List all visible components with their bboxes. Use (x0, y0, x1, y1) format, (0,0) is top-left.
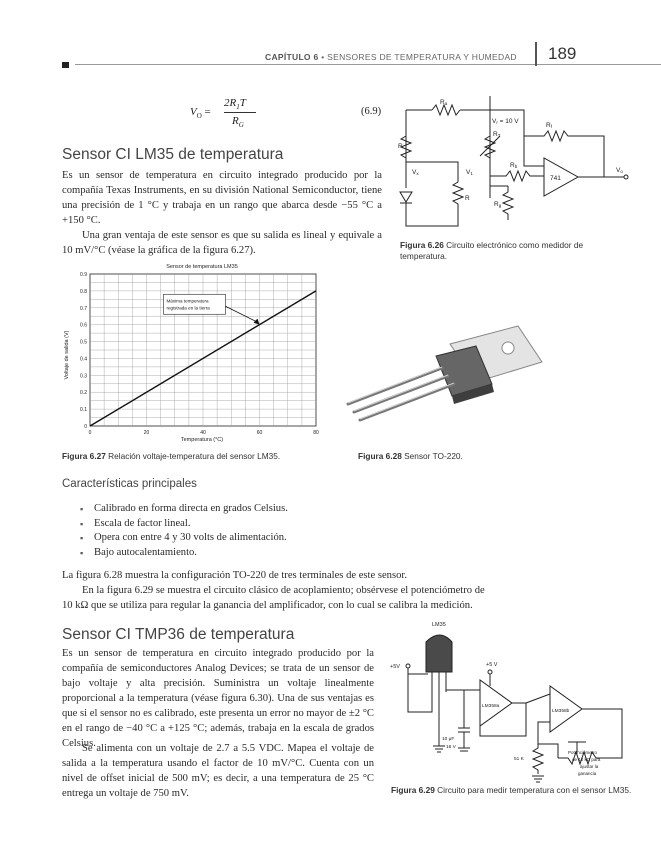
characteristics-list (74, 502, 288, 560)
label-ra: Ra (440, 99, 448, 106)
fig627-chart (62, 260, 332, 445)
chart-x-tick-label: 0 (88, 430, 92, 436)
characteristics-title: Características principales (62, 478, 197, 490)
header-vbar (535, 42, 537, 66)
wire (460, 96, 490, 110)
label-vo: Vo (616, 167, 623, 174)
ra-resistor (432, 105, 460, 115)
fig626-label: Figura 6.26 (400, 240, 444, 250)
label-rb: Rb (510, 162, 518, 169)
label-r-low: R (465, 195, 470, 202)
tmp36-title: Sensor CI TMP36 de temperatura (62, 626, 295, 643)
eq-lhs-sub: O (196, 112, 202, 121)
chart-y-tick-label: 0.9 (80, 272, 87, 278)
chart-ylabel: Voltaje de salida (V) (64, 330, 70, 380)
eq-den-sub: G (238, 121, 244, 130)
chart-xlabel: Temperatura (°C) (180, 437, 224, 443)
chart-y-tick-label: 0.2 (80, 390, 87, 397)
chart-x-tick-label: 20 (143, 430, 150, 436)
to220-lead-highlights (348, 367, 454, 419)
page-number: 189 (548, 44, 577, 63)
config-line1: La figura 6.28 muestra la configuración TO-220 de tres terminales de este sensor. (62, 570, 407, 581)
label-pot1: Potenciómetro (568, 750, 598, 755)
label-lm35: LM35 (432, 622, 446, 628)
label-vx: Vx (412, 169, 419, 176)
equation-number: (6.9) (361, 106, 382, 117)
label-cap2: 16 V (446, 745, 456, 750)
list-item: ▪ Escala de factor lineal. (74, 517, 288, 532)
fig626-text: Circuito electrónico como medidor de temperatura. (400, 240, 584, 261)
chart-x-ticks (89, 430, 319, 436)
label-r-left: R (398, 143, 403, 150)
fig626-caption (400, 240, 620, 261)
to220-body (436, 326, 542, 404)
eq-lhs: V (190, 106, 197, 118)
fig627-caption (62, 451, 280, 462)
chart-y-tick-label: 0.3 (80, 373, 87, 380)
label-5v-a: +5V (390, 664, 400, 670)
list-item: ▪ Bajo autocalentamiento. (74, 546, 288, 561)
label-rg: Rg (494, 201, 502, 208)
lm35-para1: Es un sensor de temperatura en circuito integrado producido por la compañía Texas Instruments, en su división National Semiconductor, tiene una precisión de 1 °C y trabaja en un rango que abarca desde −55 °C a +150 °C. (62, 170, 382, 226)
running-header (265, 52, 517, 62)
chart-y-tick-label: 0.7 (80, 305, 87, 312)
eq-fraction-bar (224, 112, 256, 113)
chart-annotation-text: registrada en la tierra (166, 305, 210, 311)
fig629-circuit (386, 614, 646, 784)
label-cap1: 10 μF (442, 737, 455, 742)
chart-y-tick-label: 0.8 (80, 288, 87, 295)
header-rule (75, 64, 661, 65)
chart-y-tick-label: 0.6 (80, 322, 87, 329)
chart-annotation-text: Máxima temperatura (166, 298, 209, 304)
label-pot3: ajustar la (580, 764, 599, 769)
chart-y-tick-label: 0.1 (80, 407, 87, 414)
to220-leads (348, 368, 454, 420)
header-chapter: CAPÍTULO 6 (265, 52, 319, 62)
header-bullet: • (321, 52, 325, 62)
fig628-text: Sensor TO-220. (404, 451, 463, 461)
fig629-text: Circuito para medir temperatura con el sensor LM35. (437, 785, 632, 795)
tmp36-para1: Es un sensor de temperatura en circuito integrado producido por la compañía de semiconductores Analog Devices; se trata de un sensor de bajo voltaje y alta precisión. Suministra un voltaje linealmente proporcional a la temperatura (véase figura 6.30). Una de sus ventajas es que si el sensor no es calibrado, este presenta un error no mayor de ±2 °C en el rango de −40 °C a +125 °C; además, trabaja en la escala de grados Celsius. (62, 648, 374, 749)
label-pot2: de 10 kΩ para (572, 757, 601, 762)
label-5v-b: +5 V (486, 662, 498, 668)
fig628-to220-image (340, 316, 550, 426)
header-section: SENSORES DE TEMPERATURA Y HUMEDAD (327, 52, 517, 62)
label-pot4: ganancia (578, 771, 597, 776)
chart-y-tick-label: 0 (84, 424, 87, 430)
fig629-caption (391, 785, 641, 796)
chart-x-tick-label: 80 (313, 430, 319, 436)
fig627-label: Figura 6.27 (62, 451, 106, 461)
label-rf: Rf (546, 122, 552, 129)
label-vref: Vr = 10 V (492, 118, 519, 125)
chart-title: Sensor de temperatura LM35 (166, 264, 238, 270)
chart-y-tick-label: 0.5 (80, 339, 87, 346)
tmp36-para2: Se alimenta con un voltaje de 2.7 a 5.5 VDC. Mapea el voltaje de salida a la temperatura usando el factor de 10 mV/°C. Cuenta con un nivel de offset inicial de 500 mV; es decir, a una temperatura de 25 °C entrega un voltaje de 750 mV. (62, 743, 374, 799)
list-item: ▪ Calibrado en forma directa en grados Celsius. (74, 502, 288, 517)
eq-denominator: R (232, 115, 239, 127)
eq-num-tail: T (239, 97, 246, 109)
fig628-caption (358, 451, 463, 462)
fig628-label: Figura 6.28 (358, 451, 402, 461)
fig626-circuit (398, 96, 638, 238)
list-item: ▪ Opera con entre 4 y 30 volts de alimentación. (74, 531, 288, 546)
label-opa2: LM358b (552, 709, 570, 714)
lm35-sensor-icon (426, 635, 452, 692)
config-line3: 10 kΩ que se utiliza para regular la ganancia del amplificador, con lo cual se calibra la medición. (62, 600, 473, 611)
chart-y-tick-label: 0.4 (80, 356, 87, 363)
config-line2: En la figura 6.29 se muestra el circuito clásico de acoplamiento; obsérvese el potenciómetro de (82, 585, 485, 596)
label-opa1: LM358a (482, 704, 500, 709)
lm35-para2: Una gran ventaja de este sensor es que su salida es lineal y equivale a 10 mV/°C (véase la gráfica de la figura 6.27). (62, 230, 382, 256)
fig629-label: Figura 6.29 (391, 785, 435, 795)
chart-annotation-box (163, 294, 225, 314)
eq-numerator: 2R (224, 97, 237, 109)
label-r51: 51 K (514, 757, 524, 762)
chart-y-ticks (80, 272, 87, 430)
eq-num-sub: 1 (236, 103, 240, 112)
label-v1: V1 (466, 169, 473, 176)
chart-x-tick-label: 40 (200, 430, 206, 436)
lm35-title: Sensor CI LM35 de temperatura (62, 146, 284, 163)
header-block (62, 62, 69, 68)
label-opamp: 741 (550, 175, 561, 182)
chart-x-tick-label: 60 (256, 430, 263, 436)
fig627-text: Relación voltaje-temperatura del sensor LM35. (108, 451, 281, 461)
label-rt: RT (493, 131, 501, 138)
